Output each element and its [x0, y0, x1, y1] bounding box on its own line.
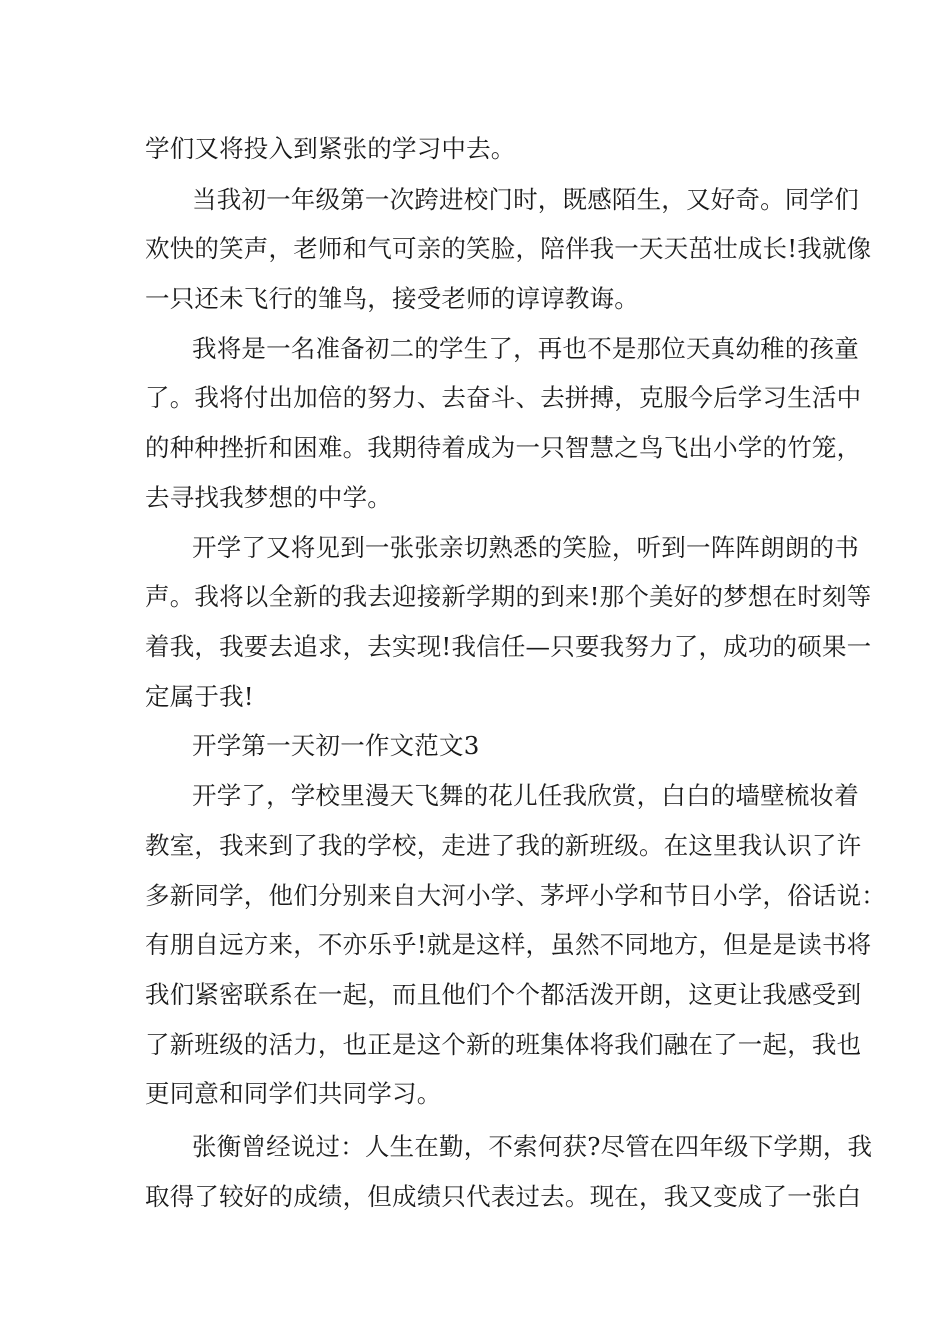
text-line: 教室，我来到了我的学校，走进了我的新班级。在这里我认识了许 [145, 831, 862, 860]
text-line: 声。我将以全新的我去迎接新学期的到来!那个美好的梦想在时刻等 [145, 582, 872, 611]
text-line: 开学了，学校里漫天飞舞的花儿任我欣赏，白白的墙壁梳妆着 [192, 781, 859, 810]
section-heading: 开学第一天初一作文范文3 [192, 731, 480, 760]
text-line: 更同意和同学们共同学习。 [145, 1079, 442, 1108]
text-line: 一只还未飞行的雏鸟，接受老师的谆谆教诲。 [145, 284, 639, 313]
text-line: 取得了较好的成绩，但成绩只代表过去。现在，我又变成了一张白 [145, 1182, 862, 1211]
text-line: 张衡曾经说过：人生在勤，不索何获?尽管在四年级下学期，我 [192, 1132, 873, 1161]
text-line: 定属于我! [145, 682, 254, 711]
text-line: 去寻找我梦想的中学。 [145, 483, 392, 512]
text-line: 学们又将投入到紧张的学习中去。 [145, 134, 516, 163]
text-line: 我将是一名准备初二的学生了，再也不是那位天真幼稚的孩童 [192, 334, 859, 363]
text-line: 有朋自远方来，不亦乐乎!就是这样，虽然不同地方，但是是读书将 [145, 930, 872, 959]
text-line: 欢快的笑声，老师和气可亲的笑脸，陪伴我一天天茁壮成长!我就像 [145, 234, 872, 263]
text-line: 多新同学，他们分别来自大河小学、茅坪小学和节日小学，俗话说： [145, 881, 886, 910]
text-line: 了新班级的活力，也正是这个新的班集体将我们融在了一起，我也 [145, 1030, 862, 1059]
text-line: 开学了又将见到一张张亲切熟悉的笑脸，听到一阵阵朗朗的书 [192, 533, 859, 562]
text-line: 当我初一年级第一次跨进校门时，既感陌生，又好奇。同学们 [192, 185, 859, 214]
text-line: 我们紧密联系在一起，而且他们个个都活泼开朗，这更让我感受到 [145, 980, 862, 1009]
text-line: 的种种挫折和困难。我期待着成为一只智慧之鸟飞出小学的竹笼， [145, 433, 862, 462]
text-line: 了。我将付出加倍的努力、去奋斗、去拼搏，克服今后学习生活中 [145, 383, 862, 412]
text-line: 着我，我要去追求，去实现!我信任—只要我努力了，成功的硕果一 [145, 632, 872, 661]
